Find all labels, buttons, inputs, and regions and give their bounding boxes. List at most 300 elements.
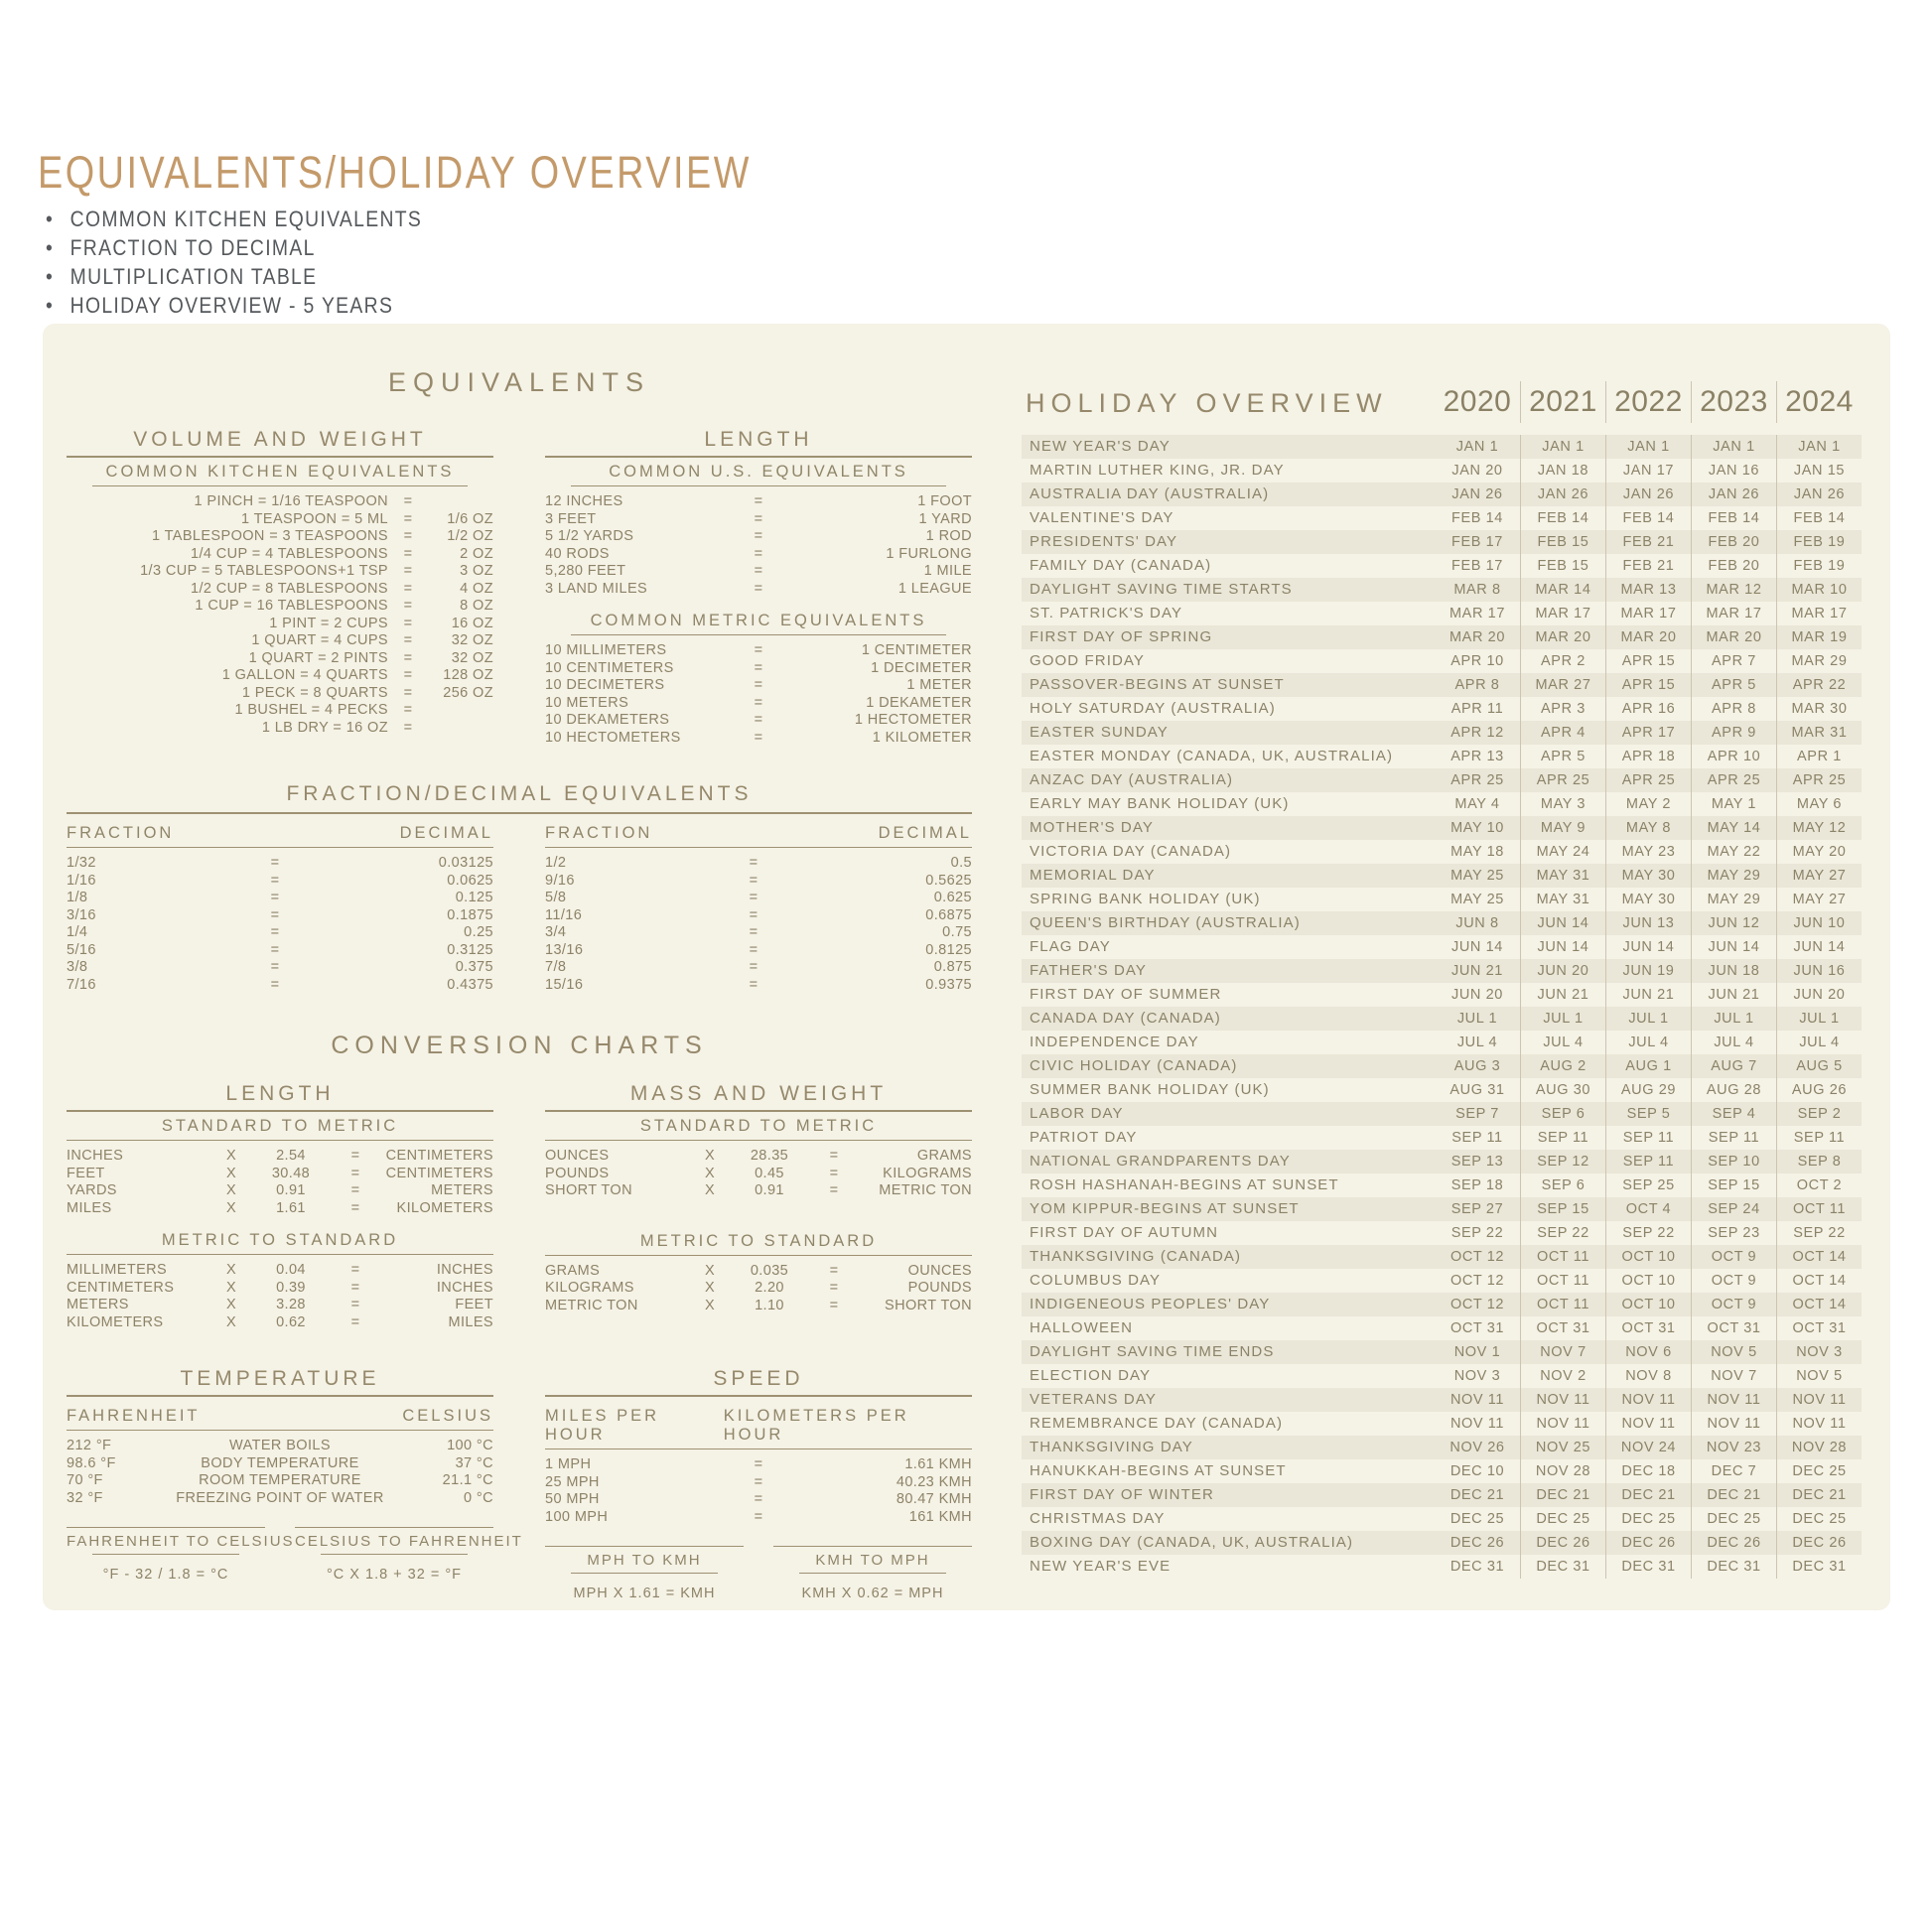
- holiday-date-2023: DEC 25: [1691, 1507, 1776, 1531]
- temperature-label: ROOM TEMPERATURE: [199, 1472, 361, 1488]
- fraction-value: 3/4: [545, 924, 567, 940]
- equals-sign: =: [403, 615, 413, 631]
- equals-sign: =: [754, 694, 763, 711]
- holiday-date-2024: DEC 26: [1776, 1531, 1862, 1555]
- holiday-date-2020: AUG 3: [1453, 1058, 1501, 1074]
- holiday-date-2020: OCT 12: [1449, 1297, 1505, 1312]
- holiday-date-2022: SEP 5: [1605, 1102, 1691, 1126]
- holiday-name: LABOR DAY: [1030, 1105, 1124, 1122]
- table-row: [67, 667, 493, 685]
- equals-sign: =: [403, 719, 413, 736]
- holiday-date-2023: JAN 26: [1691, 483, 1776, 506]
- equals-sign: =: [754, 659, 763, 676]
- table-row: [545, 1148, 972, 1166]
- holiday-name: FIRST DAY OF SPRING: [1030, 628, 1213, 645]
- holiday-date-2020: NOV 26: [1449, 1440, 1505, 1455]
- equals-sign: =: [403, 510, 413, 527]
- table-row: [545, 1263, 972, 1281]
- holiday-date-2023: SEP 24: [1691, 1197, 1776, 1221]
- ounce-value: 3 OZ: [460, 563, 493, 579]
- equals-sign: =: [403, 632, 413, 648]
- fahrenheit-column-header: FAHRENHEIT: [67, 1407, 201, 1425]
- fraction-value: 3/16: [67, 906, 96, 923]
- table-row: [67, 1455, 493, 1473]
- year-column-header: 2021: [1520, 381, 1605, 423]
- holiday-date-2021: DEC 21: [1520, 1483, 1605, 1507]
- table-row: [545, 660, 972, 678]
- conversion-factor: 0.91: [276, 1182, 306, 1198]
- holiday-date-2023: NOV 5: [1691, 1340, 1776, 1364]
- holiday-date-2022: DEC 21: [1605, 1483, 1691, 1507]
- holiday-date-2021: JUL 1: [1520, 1007, 1605, 1031]
- year-column-header: 2022: [1605, 381, 1691, 423]
- holiday-row: [1022, 673, 1862, 697]
- holiday-name: MOTHER'S DAY: [1030, 819, 1154, 836]
- holiday-row: [1022, 530, 1862, 554]
- holiday-date-2023: DEC 7: [1691, 1459, 1776, 1483]
- unit-from: CENTIMETERS: [67, 1279, 175, 1296]
- divider: [67, 456, 493, 458]
- holiday-date-2021: JUN 14: [1520, 935, 1605, 959]
- equals-sign: =: [754, 510, 763, 527]
- equals-sign: =: [403, 493, 413, 509]
- holiday-date-2023: NOV 11: [1691, 1388, 1776, 1412]
- ounce-value: 4 OZ: [460, 580, 493, 597]
- conversion-factor: 0.035: [750, 1262, 789, 1279]
- unit-from: MILLIMETERS: [67, 1262, 168, 1278]
- holiday-date-2022: OCT 4: [1605, 1197, 1691, 1221]
- holiday-date-2022: JUN 13: [1605, 911, 1691, 935]
- holiday-name: HALLOWEEN: [1030, 1319, 1134, 1336]
- holiday-date-2024: OCT 14: [1776, 1245, 1862, 1269]
- mph-to-kmh-title: MPH TO KMH: [587, 1552, 702, 1569]
- table-row: [545, 581, 972, 599]
- holiday-date-2021: JAN 26: [1520, 483, 1605, 506]
- equals-sign: =: [754, 677, 763, 693]
- measure-left: 5,280 FEET: [545, 563, 626, 579]
- table-row: [67, 1262, 493, 1280]
- unit-to: INCHES: [436, 1279, 493, 1296]
- kitchen-equivalents-subtitle: COMMON KITCHEN EQUIVALENTS: [105, 463, 455, 481]
- holiday-date-2023: APR 8: [1691, 697, 1776, 721]
- table-row: [67, 1200, 493, 1218]
- holiday-date-2022: NOV 6: [1605, 1340, 1691, 1364]
- holiday-name: SPRING BANK HOLIDAY (UK): [1030, 891, 1261, 907]
- holiday-date-2024: MAR 17: [1776, 602, 1862, 625]
- equals-sign: =: [403, 580, 413, 597]
- celsius-column-header: CELSIUS: [402, 1407, 493, 1425]
- holiday-date-2021: NOV 7: [1520, 1340, 1605, 1364]
- equals-sign: =: [754, 1491, 763, 1507]
- fahrenheit-to-celsius-title: FAHRENHEIT TO CELSIUS: [67, 1533, 295, 1550]
- holiday-date-2023: FEB 14: [1691, 506, 1776, 530]
- equals-sign: =: [754, 729, 763, 746]
- holiday-date-2024: MAY 20: [1776, 840, 1862, 864]
- holiday-date-2023: JAN 16: [1691, 459, 1776, 483]
- holiday-name: QUEEN'S BIRTHDAY (AUSTRALIA): [1030, 914, 1301, 931]
- holiday-date-2021: JUL 4: [1520, 1031, 1605, 1054]
- holiday-date-2022: OCT 31: [1605, 1316, 1691, 1340]
- holiday-date-2022: APR 17: [1605, 721, 1691, 745]
- holiday-date-2022: FEB 21: [1605, 554, 1691, 578]
- holiday-name: FIRST DAY OF WINTER: [1030, 1486, 1214, 1503]
- holiday-name: FIRST DAY OF SUMMER: [1030, 986, 1222, 1003]
- holiday-date-2024: NOV 3: [1776, 1340, 1862, 1364]
- holiday-date-2023: MAR 12: [1691, 578, 1776, 602]
- unit-to: MILES: [448, 1313, 493, 1330]
- holiday-date-2023: JUN 21: [1691, 983, 1776, 1007]
- kitchen-equivalence: 1/4 CUP = 4 TABLESPOONS: [191, 545, 388, 562]
- table-row: [545, 712, 972, 730]
- unit-from: GRAMS: [545, 1262, 601, 1279]
- holiday-date-2022: NOV 11: [1605, 1412, 1691, 1436]
- measure-left: 40 RODS: [545, 545, 610, 562]
- holiday-date-2024: MAY 27: [1776, 888, 1862, 911]
- unit-to: SHORT TON: [885, 1297, 972, 1313]
- holiday-name: INDIGENEOUS PEOPLES' DAY: [1030, 1296, 1271, 1312]
- mph-value: 100 MPH: [545, 1508, 609, 1525]
- holiday-name: CHRISTMAS DAY: [1030, 1510, 1166, 1527]
- fraction-value: 7/8: [545, 959, 567, 975]
- holiday-date-2021: APR 3: [1520, 697, 1605, 721]
- holiday-date-2021: APR 4: [1520, 721, 1605, 745]
- holiday-date-2024: AUG 26: [1776, 1078, 1862, 1102]
- holiday-overview-title: HOLIDAY OVERVIEW: [1026, 388, 1388, 418]
- measure-right: 1 MILE: [923, 563, 972, 579]
- holiday-date-2024: JAN 15: [1776, 459, 1862, 483]
- holiday-date-2023: OCT 9: [1691, 1245, 1776, 1269]
- holiday-row: [1022, 435, 1862, 459]
- kmh-value: 161 KMH: [908, 1508, 972, 1525]
- fraction-value: 1/16: [67, 872, 96, 889]
- holiday-name: CIVIC HOLIDAY (CANADA): [1030, 1057, 1238, 1074]
- measure-right: 1 FURLONG: [886, 545, 972, 562]
- table-row: [545, 546, 972, 564]
- holiday-date-2024: DEC 25: [1776, 1459, 1862, 1483]
- holiday-date-2023: JUN 12: [1691, 911, 1776, 935]
- unit-to: METERS: [431, 1182, 493, 1198]
- holiday-date-2020: APR 8: [1454, 677, 1500, 693]
- holiday-date-2023: AUG 7: [1691, 1054, 1776, 1078]
- holiday-row: [1022, 1031, 1862, 1054]
- year-headers: [1435, 381, 1862, 423]
- equals-sign: =: [749, 872, 759, 889]
- conversion-factor: 1.61: [276, 1199, 306, 1216]
- measure-right: 1 KILOMETER: [872, 729, 972, 746]
- kmh-value: 1.61 KMH: [904, 1456, 972, 1472]
- unit-from: METERS: [67, 1297, 129, 1312]
- holiday-date-2020: JAN 26: [1451, 486, 1503, 502]
- holiday-date-2023: AUG 28: [1691, 1078, 1776, 1102]
- fraction-value: 9/16: [545, 872, 575, 889]
- holiday-date-2020: MAY 25: [1450, 892, 1504, 907]
- decimal-value: 0.75: [942, 924, 972, 940]
- mph-value: 50 MPH: [545, 1491, 600, 1507]
- length-conversion-block: [67, 1082, 493, 1331]
- holiday-name: FATHER'S DAY: [1030, 962, 1148, 979]
- holiday-row: [1022, 840, 1862, 864]
- holiday-date-2021: OCT 11: [1520, 1293, 1605, 1316]
- temperature-label: FREEZING POINT OF WATER: [176, 1489, 384, 1506]
- holiday-date-2020: JAN 1: [1455, 439, 1499, 455]
- table-row: [67, 907, 493, 925]
- holiday-date-2021: MAY 9: [1520, 816, 1605, 840]
- kmh-value: 40.23 KMH: [896, 1473, 972, 1490]
- equals-sign: =: [829, 1165, 839, 1181]
- holiday-date-2022: NOV 8: [1605, 1364, 1691, 1388]
- holiday-row: [1022, 649, 1862, 673]
- volume-weight-title: VOLUME AND WEIGHT: [133, 428, 427, 451]
- table-row: [67, 1148, 493, 1166]
- table-row: [545, 890, 972, 907]
- holiday-date-2023: MAR 17: [1691, 602, 1776, 625]
- unit-from: MILES: [67, 1199, 112, 1216]
- holiday-date-2020: SEP 22: [1450, 1225, 1504, 1241]
- holiday-name: ROSH HASHANAH-BEGINS AT SUNSET: [1030, 1176, 1339, 1193]
- decimal-value: 0.5: [950, 855, 972, 871]
- holiday-row: [1022, 1126, 1862, 1150]
- bullet-label: HOLIDAY OVERVIEW - 5 YEARS: [69, 293, 394, 318]
- holiday-date-2020: DEC 25: [1449, 1511, 1505, 1527]
- conversion-factor: 0.04: [276, 1262, 306, 1278]
- times-sign: X: [225, 1297, 237, 1312]
- holiday-date-2022: MAY 30: [1605, 864, 1691, 888]
- holiday-date-2023: OCT 9: [1691, 1293, 1776, 1316]
- kitchen-equivalence: 1 PINCH = 1/16 TEASPOON: [194, 493, 388, 509]
- equals-sign: =: [403, 684, 413, 701]
- celsius-value: 0 °C: [464, 1489, 493, 1506]
- holiday-date-2023: JUL 1: [1691, 1007, 1776, 1031]
- holiday-date-2020: SEP 13: [1450, 1154, 1504, 1170]
- kitchen-equivalence: 1 QUART = 4 CUPS: [251, 632, 388, 648]
- holiday-date-2022: SEP 11: [1605, 1126, 1691, 1150]
- holiday-date-2021: OCT 11: [1520, 1245, 1605, 1269]
- measure-left: 10 DEKAMETERS: [545, 712, 670, 728]
- holiday-date-2024: FEB 19: [1776, 530, 1862, 554]
- holiday-date-2022: DEC 31: [1605, 1555, 1691, 1579]
- equals-sign: =: [270, 924, 280, 940]
- decimal-column-header: DECIMAL: [399, 824, 493, 842]
- fahrenheit-value: 70 °F: [67, 1472, 103, 1488]
- holiday-date-2020: MAR 17: [1449, 606, 1505, 621]
- table-row: [67, 581, 493, 599]
- table-row: [67, 959, 493, 977]
- fraction-value: 1/8: [67, 890, 88, 905]
- holiday-date-2021: AUG 30: [1520, 1078, 1605, 1102]
- holiday-name: CANADA DAY (CANADA): [1030, 1010, 1221, 1027]
- holiday-date-2022: MAY 2: [1605, 792, 1691, 816]
- holiday-row: [1022, 1459, 1862, 1483]
- holiday-row: [1022, 864, 1862, 888]
- equals-sign: =: [403, 649, 413, 666]
- equals-sign: =: [270, 976, 280, 993]
- equals-sign: =: [749, 924, 759, 940]
- table-row: [545, 1491, 972, 1509]
- times-sign: X: [704, 1182, 716, 1198]
- holiday-date-2023: APR 9: [1691, 721, 1776, 745]
- holiday-date-2022: OCT 10: [1605, 1293, 1691, 1316]
- holiday-row: [1022, 816, 1862, 840]
- fraction-value: 7/16: [67, 976, 96, 993]
- table-row: [67, 650, 493, 668]
- holiday-date-2020: APR 12: [1450, 725, 1504, 741]
- bullet-item: [46, 235, 422, 264]
- holiday-name: PASSOVER-BEGINS AT SUNSET: [1030, 676, 1285, 693]
- decimal-value: 0.625: [933, 890, 972, 905]
- holiday-date-2024: MAR 30: [1776, 697, 1862, 721]
- unit-from: POUNDS: [545, 1165, 610, 1181]
- holiday-date-2021: SEP 6: [1520, 1102, 1605, 1126]
- holiday-date-2024: MAR 10: [1776, 578, 1862, 602]
- metric-to-standard-subtitle: METRIC TO STANDARD: [161, 1231, 399, 1249]
- decimal-value: 0.9375: [925, 976, 972, 993]
- divider: [92, 1554, 239, 1555]
- holiday-date-2022: NOV 24: [1605, 1436, 1691, 1459]
- standard-to-metric-subtitle: STANDARD TO METRIC: [639, 1117, 878, 1135]
- unit-from: INCHES: [67, 1148, 124, 1164]
- table-row: [545, 1509, 972, 1527]
- holiday-date-2020: APR 10: [1450, 653, 1504, 669]
- bullet-icon: •: [46, 293, 55, 318]
- holiday-date-2022: JUL 1: [1605, 1007, 1691, 1031]
- measure-left: 10 METERS: [545, 694, 629, 711]
- table-row: [545, 1298, 972, 1315]
- holiday-date-2021: NOV 11: [1520, 1388, 1605, 1412]
- holiday-date-2022: MAR 13: [1605, 578, 1691, 602]
- holiday-row: [1022, 1388, 1862, 1412]
- divider: [545, 1255, 972, 1256]
- holiday-date-2020: MAY 10: [1450, 820, 1504, 836]
- equals-sign: =: [350, 1165, 360, 1181]
- table-row: [67, 942, 493, 960]
- holiday-row: [1022, 697, 1862, 721]
- holiday-date-2020: JUN 8: [1455, 915, 1499, 931]
- holiday-date-2020: FEB 17: [1451, 558, 1503, 574]
- measure-right: 1 FOOT: [917, 493, 972, 509]
- decimal-value: 0.875: [933, 959, 972, 975]
- table-row: [67, 511, 493, 529]
- holiday-date-2023: OCT 31: [1691, 1316, 1776, 1340]
- fraction-value: 15/16: [545, 976, 584, 993]
- unit-from: OUNCES: [545, 1148, 610, 1164]
- mph-to-kmh-formula: MPH X 1.61 = KMH: [573, 1586, 716, 1601]
- bullet-label: MULTIPLICATION TABLE: [69, 264, 318, 289]
- bullet-item: [46, 207, 422, 235]
- holiday-date-2020: FEB 14: [1451, 510, 1503, 526]
- holiday-date-2020: APR 25: [1450, 772, 1504, 788]
- holiday-name: MARTIN LUTHER KING, JR. DAY: [1030, 462, 1285, 479]
- equals-sign: =: [754, 563, 763, 579]
- equals-sign: =: [350, 1148, 360, 1164]
- equals-sign: =: [403, 545, 413, 562]
- ounce-value: 32 OZ: [451, 632, 493, 648]
- holiday-header: [1022, 381, 1862, 423]
- holiday-name: INDEPENDENCE DAY: [1030, 1034, 1199, 1050]
- holiday-date-2024: MAR 29: [1776, 649, 1862, 673]
- equals-sign: =: [350, 1262, 360, 1278]
- holiday-row: [1022, 1102, 1862, 1126]
- mass-weight-conversion-block: [545, 1082, 972, 1331]
- metric-equivalents-subtitle: COMMON METRIC EQUIVALENTS: [590, 612, 927, 629]
- standard-to-metric-subtitle: STANDARD TO METRIC: [161, 1117, 399, 1135]
- holiday-date-2023: JUL 4: [1691, 1031, 1776, 1054]
- holiday-date-2022: DEC 26: [1605, 1531, 1691, 1555]
- holiday-date-2020: SEP 27: [1450, 1201, 1504, 1217]
- holiday-date-2020: JUN 14: [1451, 939, 1503, 955]
- divider: [571, 485, 946, 486]
- holiday-date-2024: JAN 1: [1776, 435, 1862, 459]
- holiday-date-2020: JUL 4: [1456, 1035, 1498, 1050]
- holiday-date-2024: JUL 1: [1776, 1007, 1862, 1031]
- holiday-name: REMEMBRANCE DAY (CANADA): [1030, 1415, 1284, 1432]
- table-row: [545, 1474, 972, 1492]
- table-row: [545, 1280, 972, 1298]
- year-column-header: 2023: [1691, 381, 1776, 423]
- holiday-date-2021: NOV 11: [1520, 1412, 1605, 1436]
- equals-sign: =: [829, 1280, 839, 1296]
- holiday-date-2024: NOV 11: [1776, 1412, 1862, 1436]
- temperature-title: TEMPERATURE: [180, 1367, 380, 1390]
- holiday-name: AUSTRALIA DAY (AUSTRALIA): [1030, 485, 1270, 502]
- holiday-row: [1022, 483, 1862, 506]
- table-row: [545, 924, 972, 942]
- unit-from: YARDS: [67, 1182, 117, 1198]
- times-sign: X: [225, 1165, 237, 1181]
- equals-sign: =: [270, 906, 280, 923]
- holiday-date-2023: APR 10: [1691, 745, 1776, 768]
- holiday-date-2024: SEP 2: [1776, 1102, 1862, 1126]
- holiday-date-2021: NOV 28: [1520, 1459, 1605, 1483]
- equals-sign: =: [270, 855, 280, 871]
- holiday-date-2021: JUN 20: [1520, 959, 1605, 983]
- holiday-date-2020: APR 11: [1450, 701, 1504, 717]
- table-row: [545, 695, 972, 713]
- holiday-date-2022: OCT 10: [1605, 1245, 1691, 1269]
- holiday-row: [1022, 578, 1862, 602]
- decimal-column-header: DECIMAL: [878, 824, 972, 842]
- divider: [545, 456, 972, 458]
- holiday-date-2021: MAR 20: [1520, 625, 1605, 649]
- measure-right: 1 DECIMETER: [871, 659, 972, 676]
- celsius-to-fahrenheit-title: CELSIUS TO FAHRENHEIT: [295, 1533, 523, 1550]
- holiday-row: [1022, 1173, 1862, 1197]
- holiday-date-2021: SEP 6: [1520, 1173, 1605, 1197]
- measure-right: 1 METER: [906, 677, 972, 693]
- kitchen-equivalence: 1 TABLESPOON = 3 TEASPOONS: [151, 528, 388, 544]
- equals-sign: =: [270, 890, 280, 905]
- ounce-value: 8 OZ: [460, 598, 493, 614]
- kitchen-equivalence: 1 TEASPOON = 5 ML: [241, 510, 388, 527]
- holiday-date-2023: NOV 7: [1691, 1364, 1776, 1388]
- table-row: [67, 1314, 493, 1332]
- bullet-icon: •: [46, 235, 55, 260]
- holiday-date-2020: SEP 7: [1455, 1106, 1499, 1122]
- holiday-date-2022: FEB 21: [1605, 530, 1691, 554]
- holiday-date-2020: MAY 25: [1450, 868, 1504, 884]
- holiday-date-2023: SEP 23: [1691, 1221, 1776, 1245]
- holiday-name: ST. PATRICK'S DAY: [1030, 605, 1183, 621]
- divider: [321, 1554, 468, 1555]
- table-row: [545, 511, 972, 529]
- holiday-date-2020: JUN 20: [1451, 987, 1503, 1003]
- unit-to: KILOMETERS: [396, 1199, 493, 1216]
- holiday-row: [1022, 911, 1862, 935]
- equivalents-title: EQUIVALENTS: [387, 367, 651, 397]
- equals-sign: =: [749, 941, 759, 958]
- conversion-factor: 0.91: [755, 1182, 784, 1198]
- decimal-value: 0.0625: [447, 872, 493, 889]
- holiday-date-2024: JUN 16: [1776, 959, 1862, 983]
